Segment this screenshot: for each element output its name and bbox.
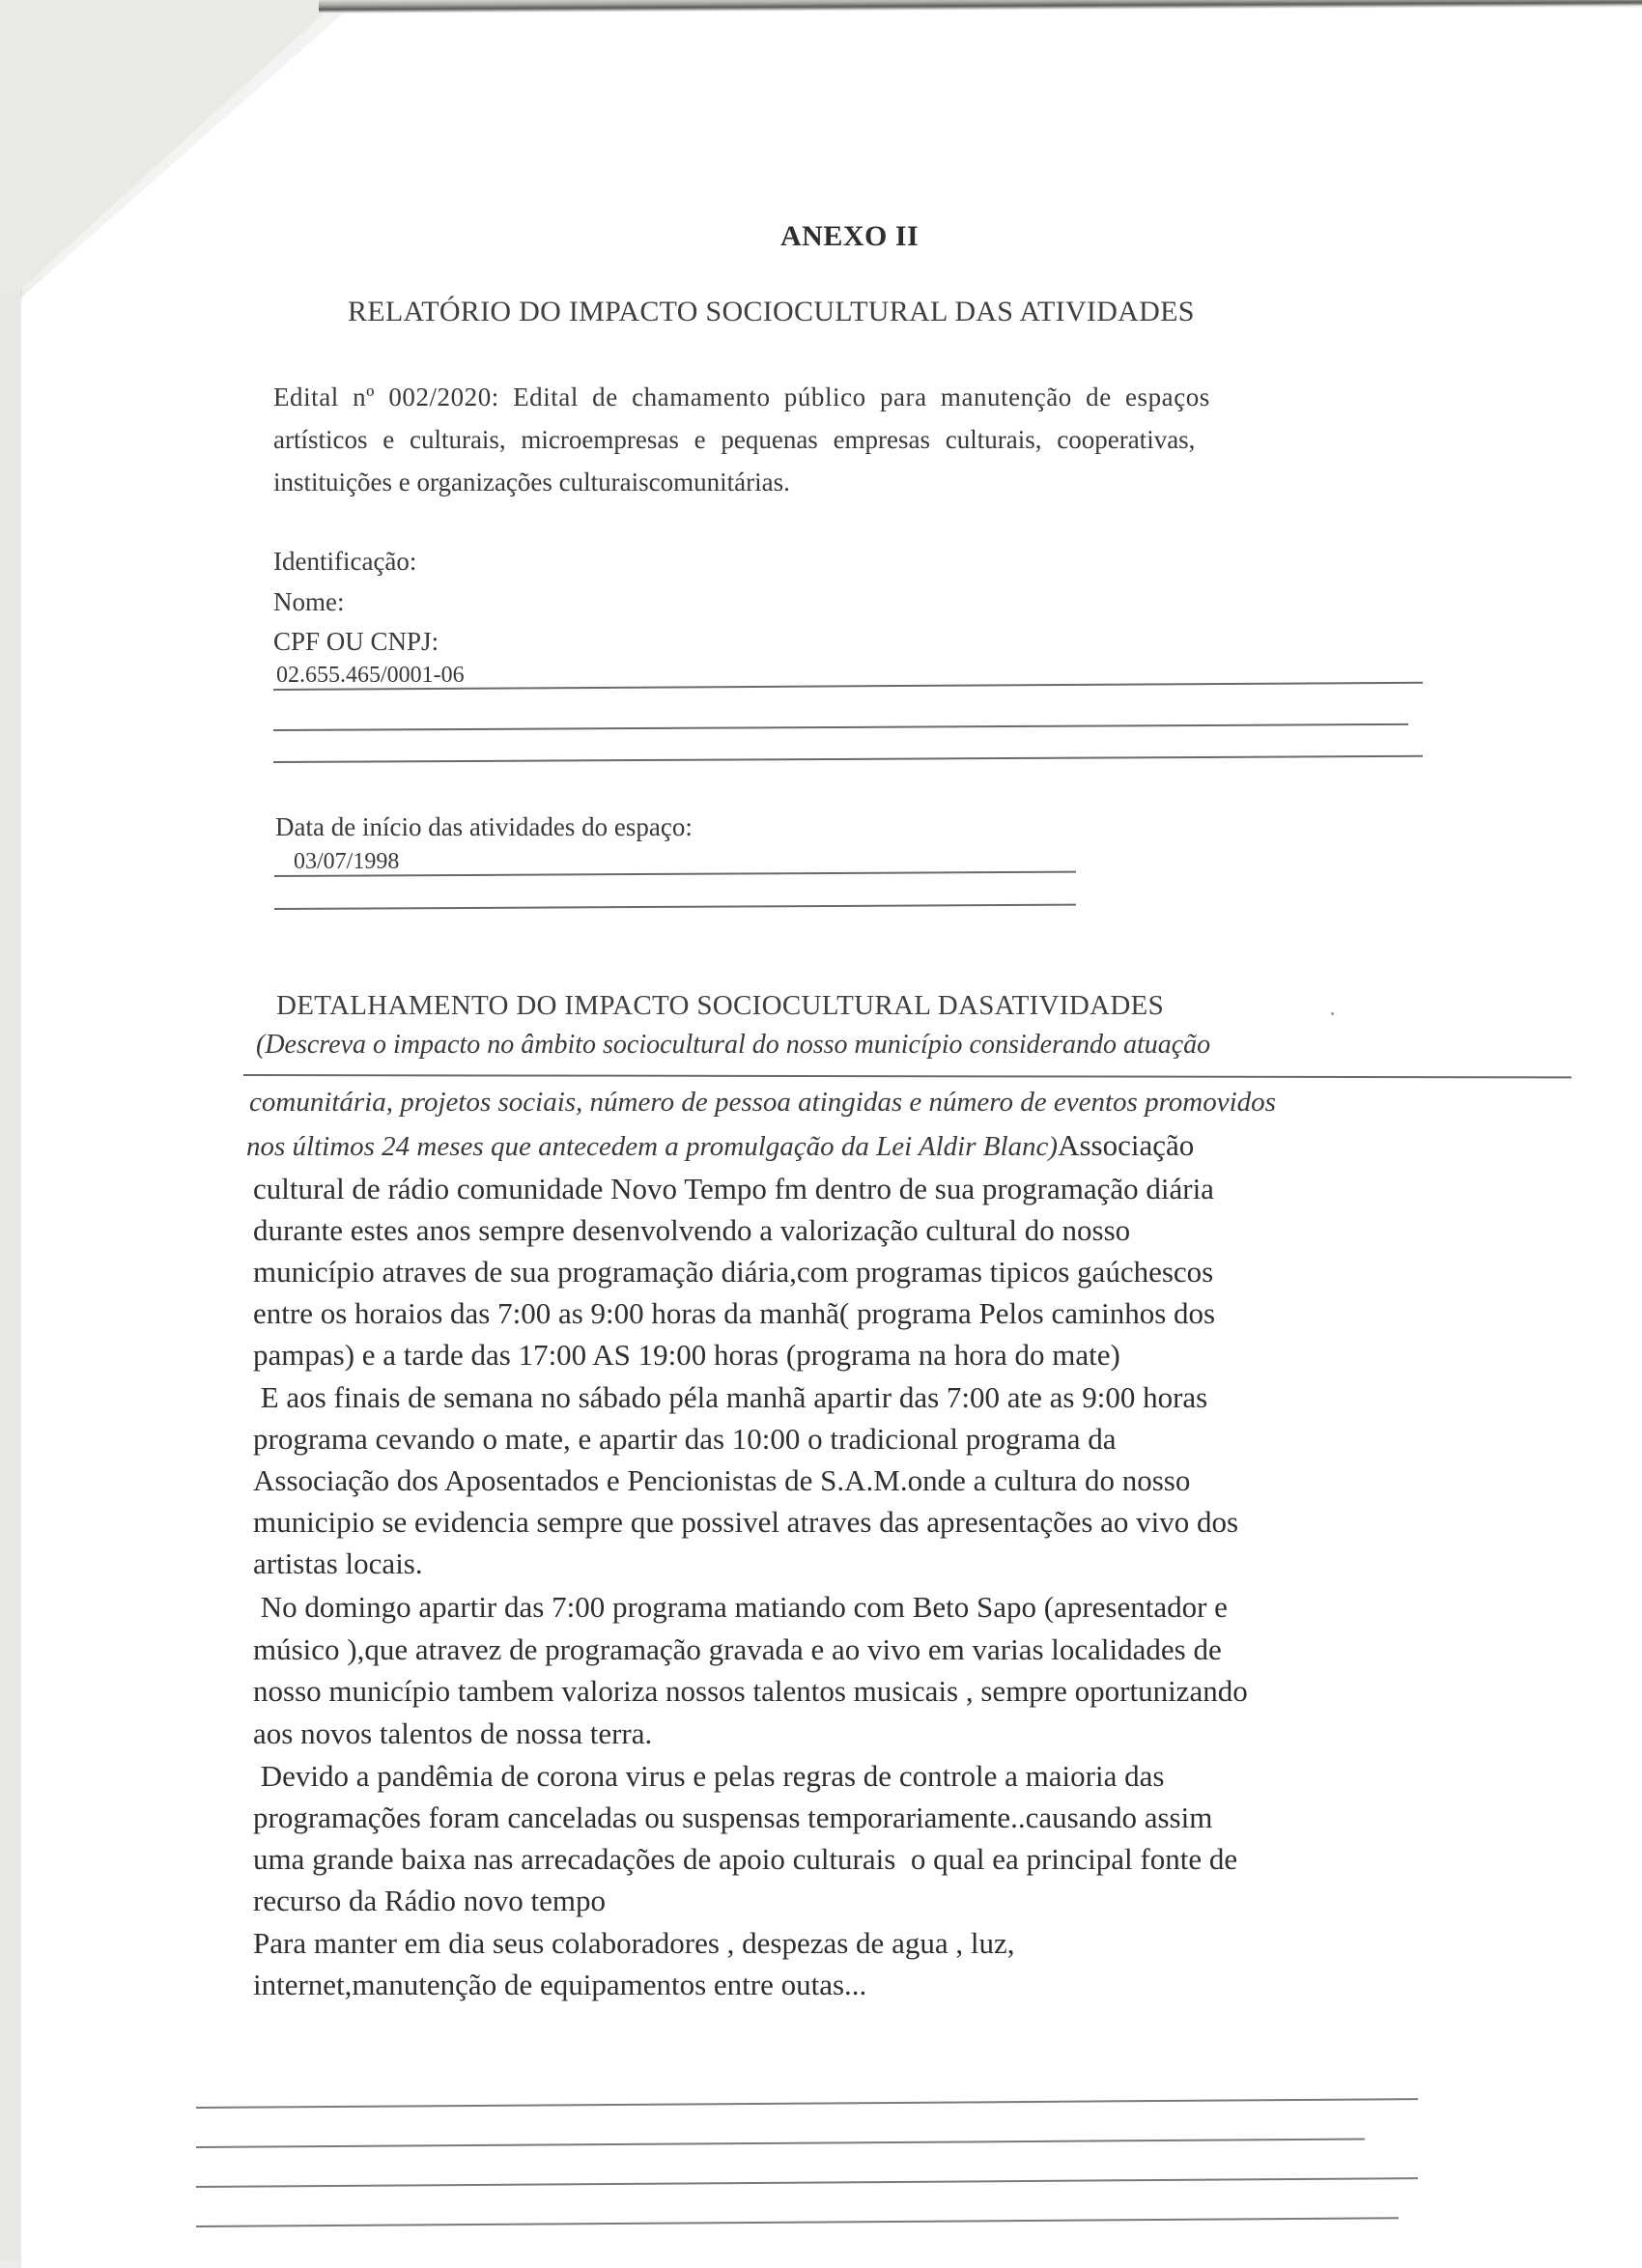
answer-line: uma grande baixa nas arrecadações de apoio culturais o qual ea principal fonte de bbox=[253, 1842, 1238, 1876]
answer-line: entre os horaios das 7:00 as 9:00 horas da manhã( programa Pelos caminhos dos bbox=[253, 1296, 1216, 1330]
annex-title: ANEXO II bbox=[780, 220, 920, 252]
answer-line: durante estes anos sempre desenvolvendo a valorização cultural do nosso bbox=[253, 1213, 1131, 1247]
answer-line: recurso da Rádio novo tempo bbox=[253, 1884, 607, 1917]
answer-line: Associação dos Aposentados e Pencionistas de S.A.M.onde a cultura do nosso bbox=[253, 1463, 1191, 1497]
answer-line: cultural de rádio comunidade Novo Tempo fm dentro de sua programação diária bbox=[253, 1172, 1214, 1205]
edital-line-2-text: artísticos e culturais, microempresas e pequenas empresas culturais, cooperativas, bbox=[273, 425, 1196, 454]
identification-heading: Identificação: bbox=[273, 547, 417, 576]
answer-line: municipio se evidencia sempre que possivel atraves das apresentações ao vivo dos bbox=[253, 1505, 1239, 1539]
answer-line: aos novos talentos de nossa terra. bbox=[253, 1716, 653, 1750]
answer-line: pampas) e a tarde das 17:00 AS 19:00 horas (programa na hora do mate) bbox=[253, 1338, 1120, 1372]
cpf-cnpj-value[interactable]: 02.655.465/0001-06 bbox=[276, 663, 465, 688]
answer-line: artistas locais. bbox=[253, 1546, 423, 1580]
answer-line: internet,manutenção de equipamentos entre outas... bbox=[253, 1968, 867, 2001]
scan-speck bbox=[1331, 1012, 1334, 1015]
name-label: Nome: bbox=[273, 587, 345, 616]
edital-line-1 bbox=[273, 384, 1413, 411]
answer-line: nosso município tambem valoriza nossos talentos musicais , sempre oportunizando bbox=[253, 1674, 1248, 1708]
answer-first-word[interactable]: Associação bbox=[1058, 1128, 1195, 1162]
instruction-line-2: comunitária, projetos sociais, número de pessoa atingidas e número de eventos promovidos bbox=[249, 1087, 1276, 1118]
answer-line: programa cevando o mate, e apartir das 10:00 o tradicional programa da bbox=[253, 1422, 1117, 1456]
detail-heading: DETALHAMENTO DO IMPACTO SOCIOCULTURAL DASATIVIDADES bbox=[276, 990, 1165, 1021]
edital-line-3: instituições e organizações culturaiscomunitárias. bbox=[273, 468, 790, 496]
answer-line: No domingo apartir das 7:00 programa matiando com Beto Sapo (apresentador e bbox=[253, 1590, 1228, 1624]
start-date-label: Data de início das atividades do espaço: bbox=[275, 812, 693, 841]
answer-line: músico ),que atravez de programação gravada e ao vivo em varias localidades de bbox=[253, 1632, 1222, 1666]
instruction-line-1: (Descreva o impacto no âmbito sociocultural do nosso município considerando atuação bbox=[256, 1030, 1211, 1060]
report-subtitle: RELATÓRIO DO IMPACTO SOCIOCULTURAL DAS ATIVIDADES bbox=[348, 296, 1195, 327]
answer-line: programações foram canceladas ou suspensas temporariamente..causando assim bbox=[253, 1800, 1213, 1834]
cpf-cnpj-label: CPF OU CNPJ: bbox=[273, 627, 439, 656]
edital-line-2 bbox=[273, 427, 1413, 453]
start-date-value[interactable]: 03/07/1998 bbox=[294, 849, 400, 874]
instruction-line-3: nos últimos 24 meses que antecedem a promulgação da Lei Aldir Blanc) bbox=[246, 1131, 1059, 1162]
answer-line: E aos finais de semana no sábado péla manhã apartir das 7:00 ate as 9:00 horas bbox=[253, 1380, 1208, 1414]
answer-line: Para manter em dia seus colaboradores , despezas de agua , luz, bbox=[253, 1926, 1015, 1960]
instruction-line-3-row bbox=[246, 1130, 1194, 1161]
edital-line-1-text: Edital nº 002/2020: Edital de chamamento público para manutenção de espaços bbox=[273, 383, 1210, 411]
answer-line: Devido a pandêmia de corona virus e pelas regras de controle a maioria das bbox=[253, 1759, 1165, 1793]
answer-line: município atraves de sua programação diária,com programas tipicos gaúchescos bbox=[253, 1255, 1214, 1289]
scan-left-edge bbox=[0, 290, 22, 2260]
